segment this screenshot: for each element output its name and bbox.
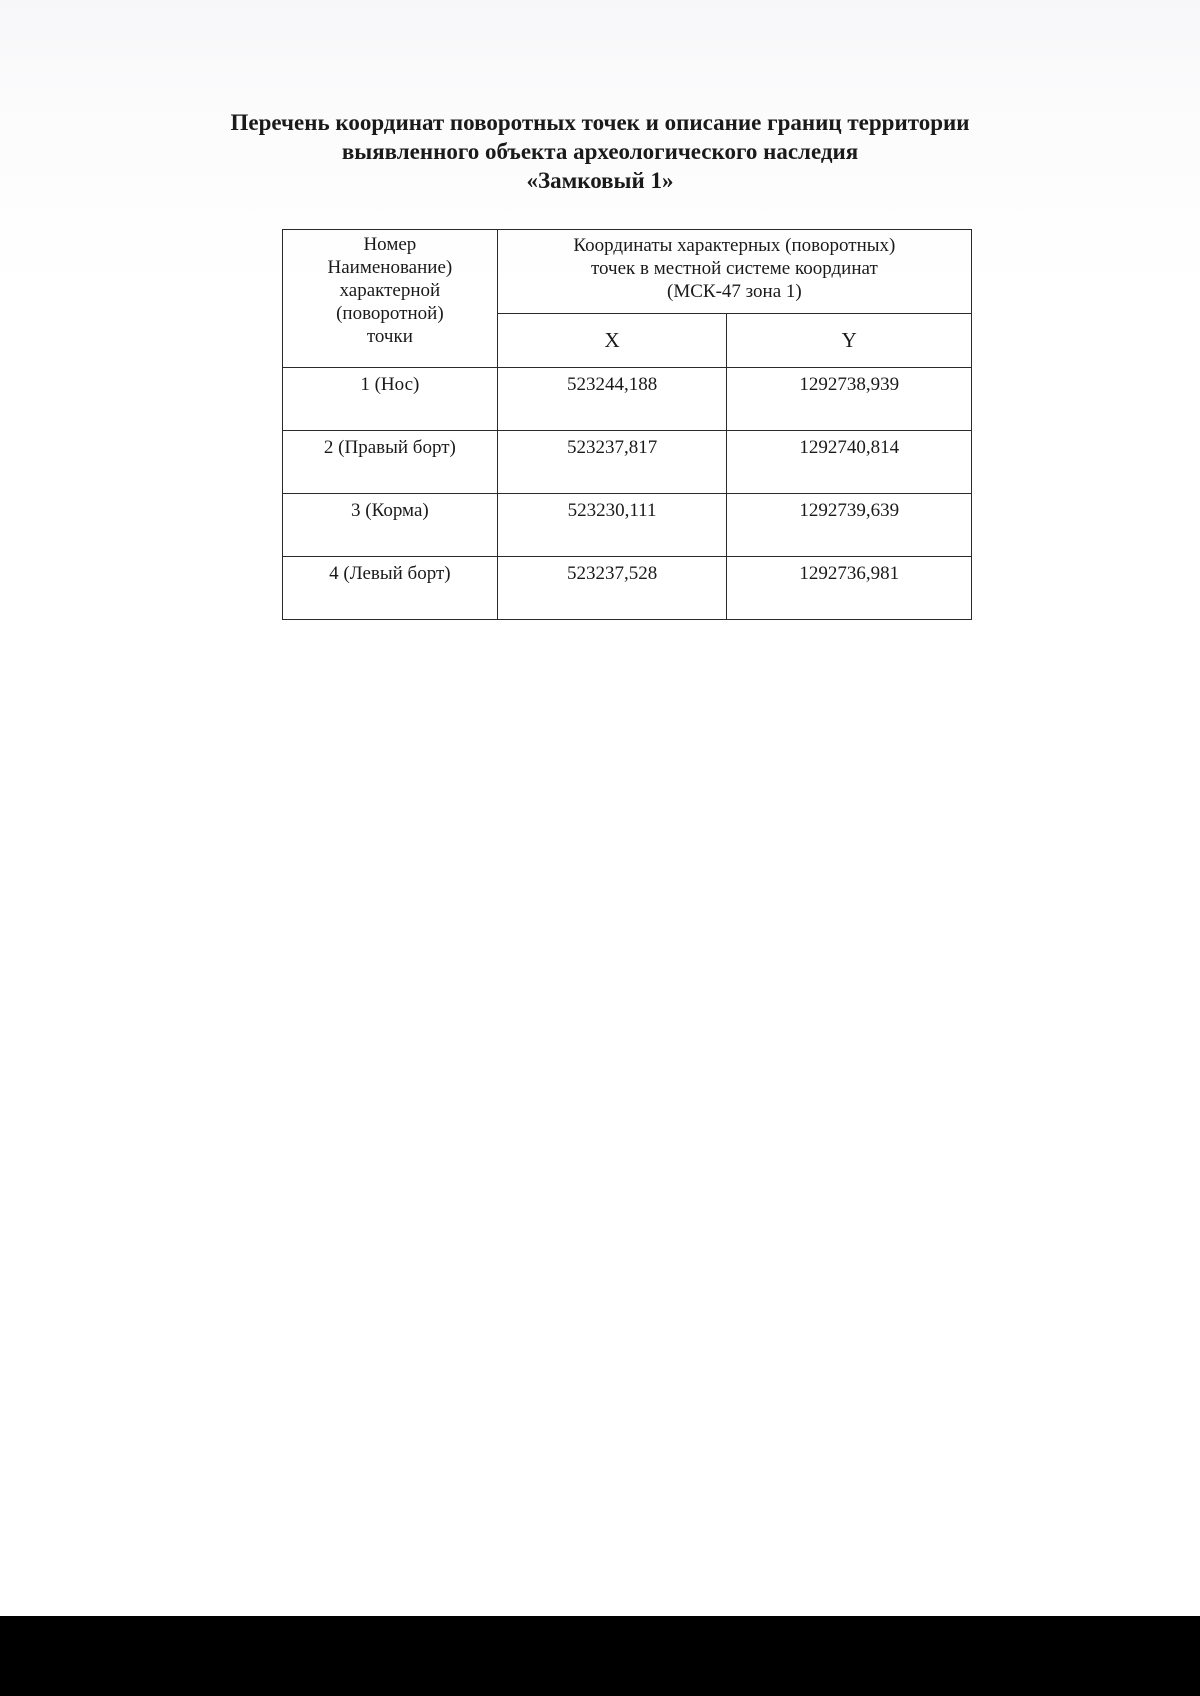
document-title [0,108,1200,195]
scan-border-bottom [0,1616,1200,1696]
cell-point: 4 (Левый борт) [283,557,498,620]
cell-y: 1292738,939 [727,368,972,431]
title-line-1: Перечень координат поворотных точек и описание границ территории [230,110,970,135]
cell-point: 3 (Корма) [283,494,498,557]
header-x: X [497,313,727,367]
cell-x: 523230,111 [497,494,727,557]
table-row [283,557,972,620]
title-line-3: «Замковый 1» [526,168,674,193]
header-point-name: Номер Наименование) характерной (поворотной) точки [283,230,498,368]
title-line-2: выявленного объекта археологического наследия [341,139,859,164]
cell-y: 1292736,981 [727,557,972,620]
cell-y: 1292739,639 [727,494,972,557]
header-coordinates: Координаты характерных (поворотных) точек в местной системе координат (МСК-47 зона 1) [497,230,971,314]
cell-y: 1292740,814 [727,431,972,494]
table-row [283,431,972,494]
cell-x: 523237,817 [497,431,727,494]
coordinates-table [282,229,972,620]
cell-x: 523237,528 [497,557,727,620]
table-header-row [283,230,972,314]
cell-x: 523244,188 [497,368,727,431]
header-y: Y [727,313,972,367]
cell-point: 2 (Правый борт) [283,431,498,494]
table-row [283,494,972,557]
cell-point: 1 (Нос) [283,368,498,431]
table-row [283,368,972,431]
